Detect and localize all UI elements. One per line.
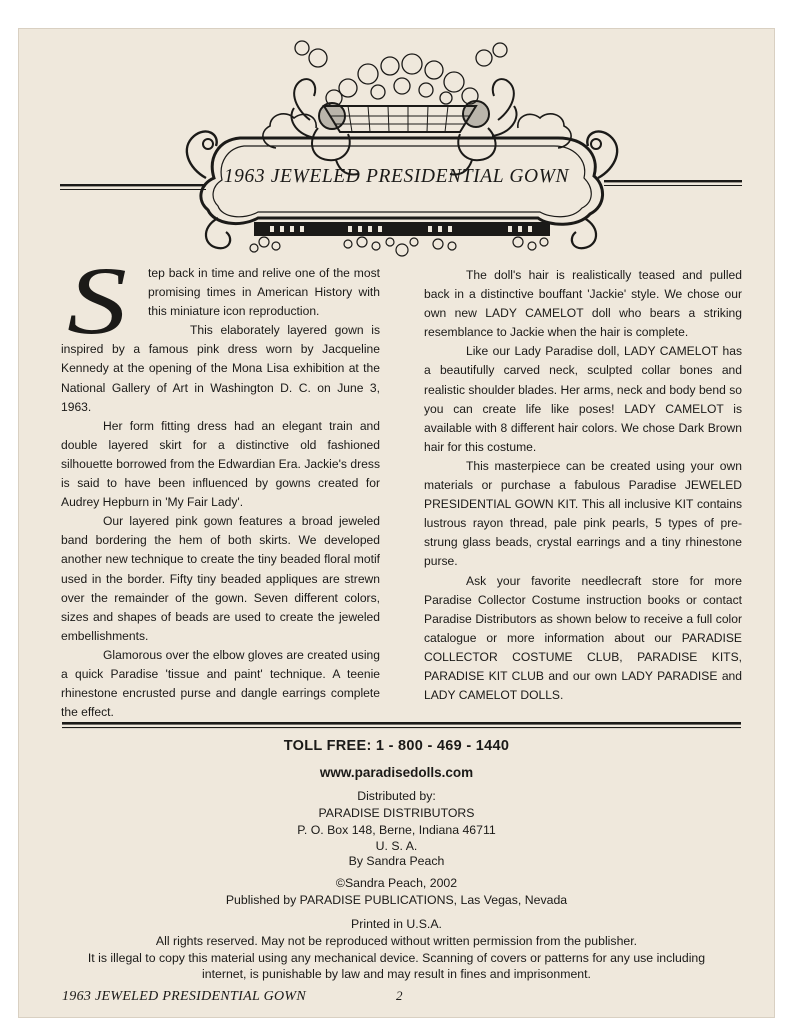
body-paragraph: Glamorous over the elbow gloves are created using a quick Paradise 'tissue and paint' technique. A teenie rhinestone encrusted purse and dangle earrings complete the effect.	[61, 647, 380, 720]
printed-line: Printed in U.S.A.	[351, 917, 442, 931]
copyright-line: ©Sandra Peach, 2002	[335, 876, 458, 890]
body-paragraph: Like our Lady Paradise doll, LADY CAMELOT has a beautifully carved neck, sculpted collar bones and realistic shoulder blades. Her arms, neck and body bend so you can create life like poses! LADY CAMELOT is available with 8 different hair colors. We chose Dark Brown hair for this costume.	[424, 344, 742, 454]
distributor-country: U. S. A.	[375, 839, 418, 854]
cherub-ornament-icon	[18, 28, 775, 260]
website-link[interactable]: www.paradisedolls.com	[319, 765, 474, 780]
document-title: 1963 JEWELED PRESIDENTIAL GOWN	[223, 166, 570, 187]
left-text-column	[61, 247, 380, 722]
body-paragraph: Our layered pink gown features a broad jeweled band bordering the hem of both skirts. We developed another new technique to create the tiny beaded floral motif used in the border. Fifty tiny beaded appliques are strewn over the remainder of the gown. Seven different colors, sizes and shapes of beads are used to create the jeweled embellishments.	[61, 514, 380, 643]
intro-paragraph	[61, 247, 380, 354]
dropcap-container	[59, 247, 144, 354]
intro-text: tep back in time and relive one of the most promising times in American History with this miniature icon reproduction.	[148, 266, 380, 319]
right-text-column	[424, 266, 742, 705]
distributor-block	[18, 788, 775, 855]
legal-block	[18, 916, 775, 983]
publication-block	[18, 875, 775, 909]
distributor-name: PARADISE DISTRIBUTORS	[318, 805, 475, 820]
dropcap-letter: S	[67, 247, 127, 354]
body-paragraph: This elaborately layered gown is inspired by a famous pink dress worn by Jacqueline Kennedy at the opening of the Mona Lisa exhibition at the National Gallery of Art in Washington D. C. on June 3, 1963.	[61, 323, 380, 414]
document-page	[18, 28, 775, 1018]
body-paragraph: This masterpiece can be created using your own materials or purchase a fabulous Paradise JEWELED PRESIDENTIAL GOWN KIT. This all inclusive KIT contains lustrous rayon thread, pale pink pearls, 5 types of pre-strung glass beads, crystal earrings and a tiny rhinestone purse.	[424, 458, 742, 569]
body-paragraph: Her form fitting dress had an elegant train and double layered skirt for a distinctive old fashioned silhouette borrowed from the Edwardian Era. Jackie's dress is said to have been influenced by gowns created for Audrey Hepburn in 'My Fair Lady'.	[61, 418, 380, 510]
distributed-label: Distributed by:	[357, 789, 436, 803]
page-number: 2	[396, 988, 403, 1003]
body-paragraph: Ask your favorite needlecraft store for more Paradise Collector Costume instruction books or contact Paradise Distributors as shown below to receive a full color catalogue or more information about our PARADISE COLLECTOR COSTUME CLUB, PARADISE KITS, PARADISE KIT CLUB and our own LADY PARADISE and LADY CAMELOT DOLLS.	[424, 573, 742, 703]
toll-free-number: TOLL FREE: 1 - 800 - 469 - 1440	[283, 738, 510, 754]
illegal-line-1: It is illegal to copy this material using any mechanical device. Scanning of covers or patterns for any use including	[87, 950, 706, 965]
running-footer-title: 1963 JEWELED PRESIDENTIAL GOWN	[62, 989, 306, 1004]
rights-line: All rights reserved. May not be reproduced without written permission from the publisher.	[155, 933, 638, 948]
publisher-line: Published by PARADISE PUBLICATIONS, Las Vegas, Nevada	[225, 892, 568, 907]
distributor-address: P. O. Box 148, Berne, Indiana 46711	[297, 822, 496, 837]
body-paragraph: The doll's hair is realistically teased and pulled back in a distinctive bouffant 'Jackie' style. We chose our own new LADY CAMELOT doll who bears a striking resemblance to Jackie when the hair is complete.	[424, 268, 742, 340]
illegal-line-2: internet, is punishable by law and may result in fines and imprisonment.	[202, 967, 591, 982]
divider-rule	[62, 722, 741, 730]
author-credit: By Sandra Peach	[348, 854, 445, 868]
